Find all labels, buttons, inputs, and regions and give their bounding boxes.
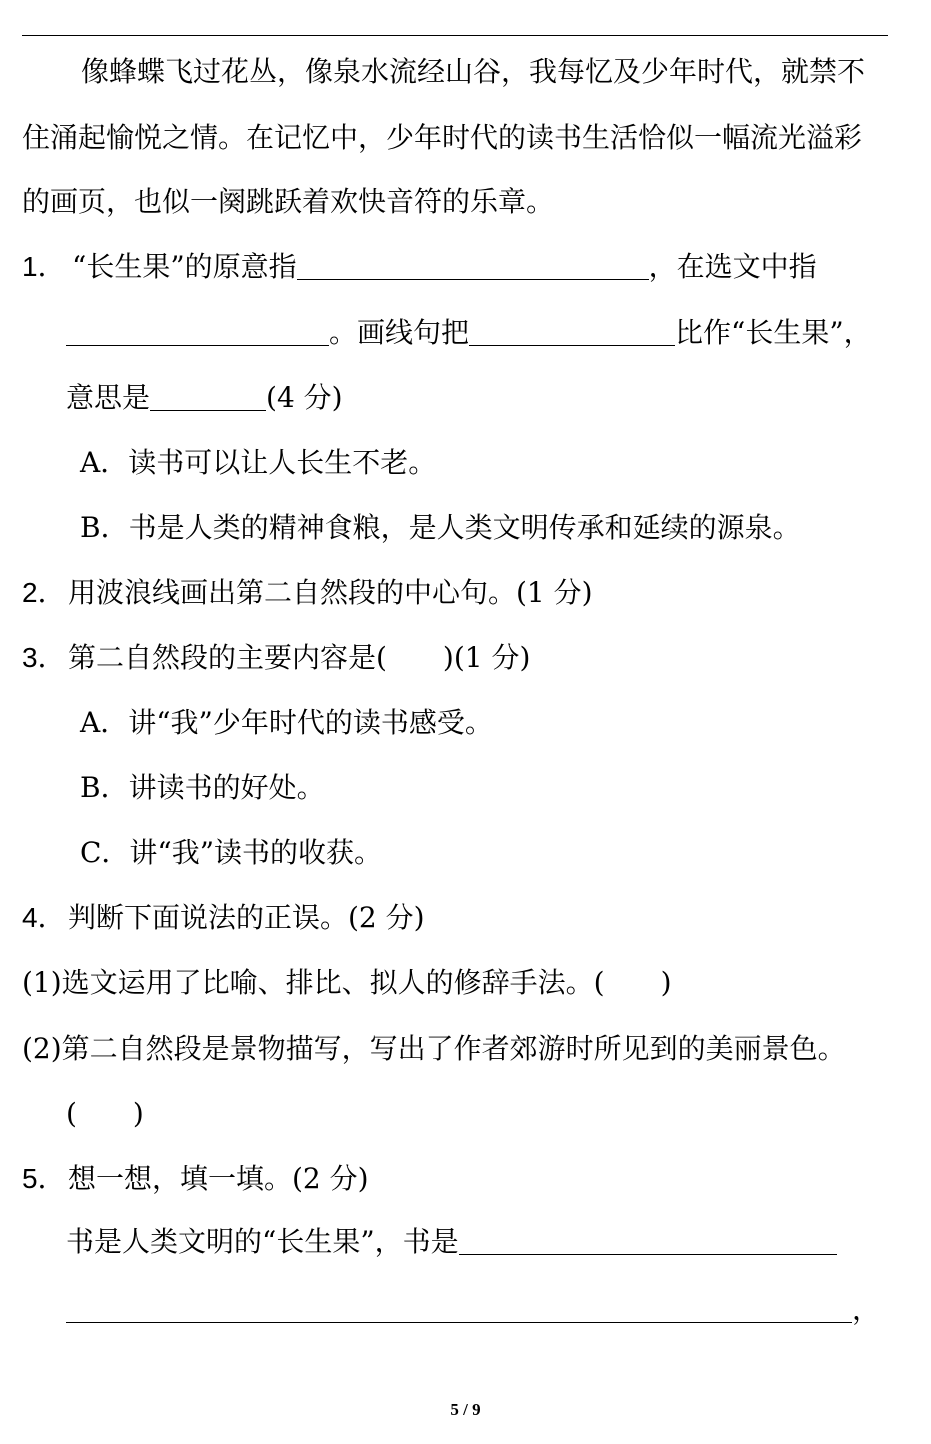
question-1-prompt-5: 意思是 xyxy=(66,381,151,414)
question-2-number: 2． xyxy=(22,577,66,608)
question-5-text: 想一想，填一填。(2 分) xyxy=(68,1162,369,1195)
question-4-statement-1: (1)选文运用了比喻、排比、拟人的修辞手法。( ) xyxy=(22,966,672,999)
question-4-statement-2: (2)第二自然段是景物描写，写出了作者郊游时所见到的美丽景色。 xyxy=(22,1032,846,1065)
passage-line-2: 住涌起愉悦之情。在记忆中，少年时代的读书生活恰似一幅流光溢彩 xyxy=(22,121,863,154)
question-1-line-2 xyxy=(66,313,872,353)
question-1-prompt-3: 。画线句把 xyxy=(329,316,470,349)
question-5 xyxy=(22,1159,369,1199)
question-4-text: 判断下面说法的正误。(2 分) xyxy=(68,901,425,934)
question-3-number: 3． xyxy=(22,642,66,673)
question-3-option-c: C．讲“我”读书的收获。 xyxy=(80,836,383,869)
question-5-number: 5． xyxy=(22,1163,66,1194)
question-1-prompt-4: 比作“长生果”， xyxy=(675,316,872,349)
question-1-score: (4 分) xyxy=(266,381,343,414)
page-number: 5 / 9 xyxy=(450,1400,481,1419)
answer-blank-meaning-in-text[interactable] xyxy=(66,317,329,346)
question-3 xyxy=(22,638,530,678)
question-4-statement-2-bracket: ( ) xyxy=(66,1097,144,1130)
question-2-text: 用波浪线画出第二自然段的中心句。(1 分) xyxy=(68,576,593,609)
question-4 xyxy=(22,898,425,938)
question-1-option-a: A．读书可以让人长生不老。 xyxy=(80,446,437,479)
question-1-option-b: B．书是人类的精神食粮，是人类文明传承和延续的源泉。 xyxy=(80,511,801,544)
passage-line-1: 像蜂蝶飞过花丛，像泉水流经山谷，我每忆及少年时代，就禁不 xyxy=(81,55,866,88)
answer-blank-continuation[interactable] xyxy=(66,1294,852,1323)
question-3-option-a: A．讲“我”少年时代的读书感受。 xyxy=(80,706,493,739)
answer-blank-compared-object[interactable] xyxy=(469,317,675,346)
question-5-line-2 xyxy=(66,1290,880,1330)
question-2 xyxy=(22,573,593,613)
top-rule xyxy=(22,35,888,36)
question-4-number: 4． xyxy=(22,902,66,933)
question-1-prompt: “长生果”的原意指 xyxy=(72,250,297,283)
question-3-option-b: B．讲读书的好处。 xyxy=(80,771,325,804)
question-1-prompt-2: ，在选文中指 xyxy=(648,250,817,283)
question-1-line-1 xyxy=(22,247,817,287)
answer-blank-choice[interactable] xyxy=(150,382,266,411)
question-5-line-1 xyxy=(66,1222,837,1262)
question-3-text: 第二自然段的主要内容是( )(1 分) xyxy=(68,641,531,674)
question-1-number: 1． xyxy=(22,251,66,282)
question-5-comma: ， xyxy=(852,1293,881,1326)
question-5-prompt: 书是人类文明的“长生果”，书是 xyxy=(66,1225,459,1258)
question-1-line-3 xyxy=(66,378,343,418)
answer-blank-book-is[interactable] xyxy=(459,1226,837,1255)
answer-blank-original-meaning[interactable] xyxy=(297,251,649,280)
passage-line-3: 的画页，也似一阕跳跃着欢快音符的乐章。 xyxy=(22,185,555,218)
